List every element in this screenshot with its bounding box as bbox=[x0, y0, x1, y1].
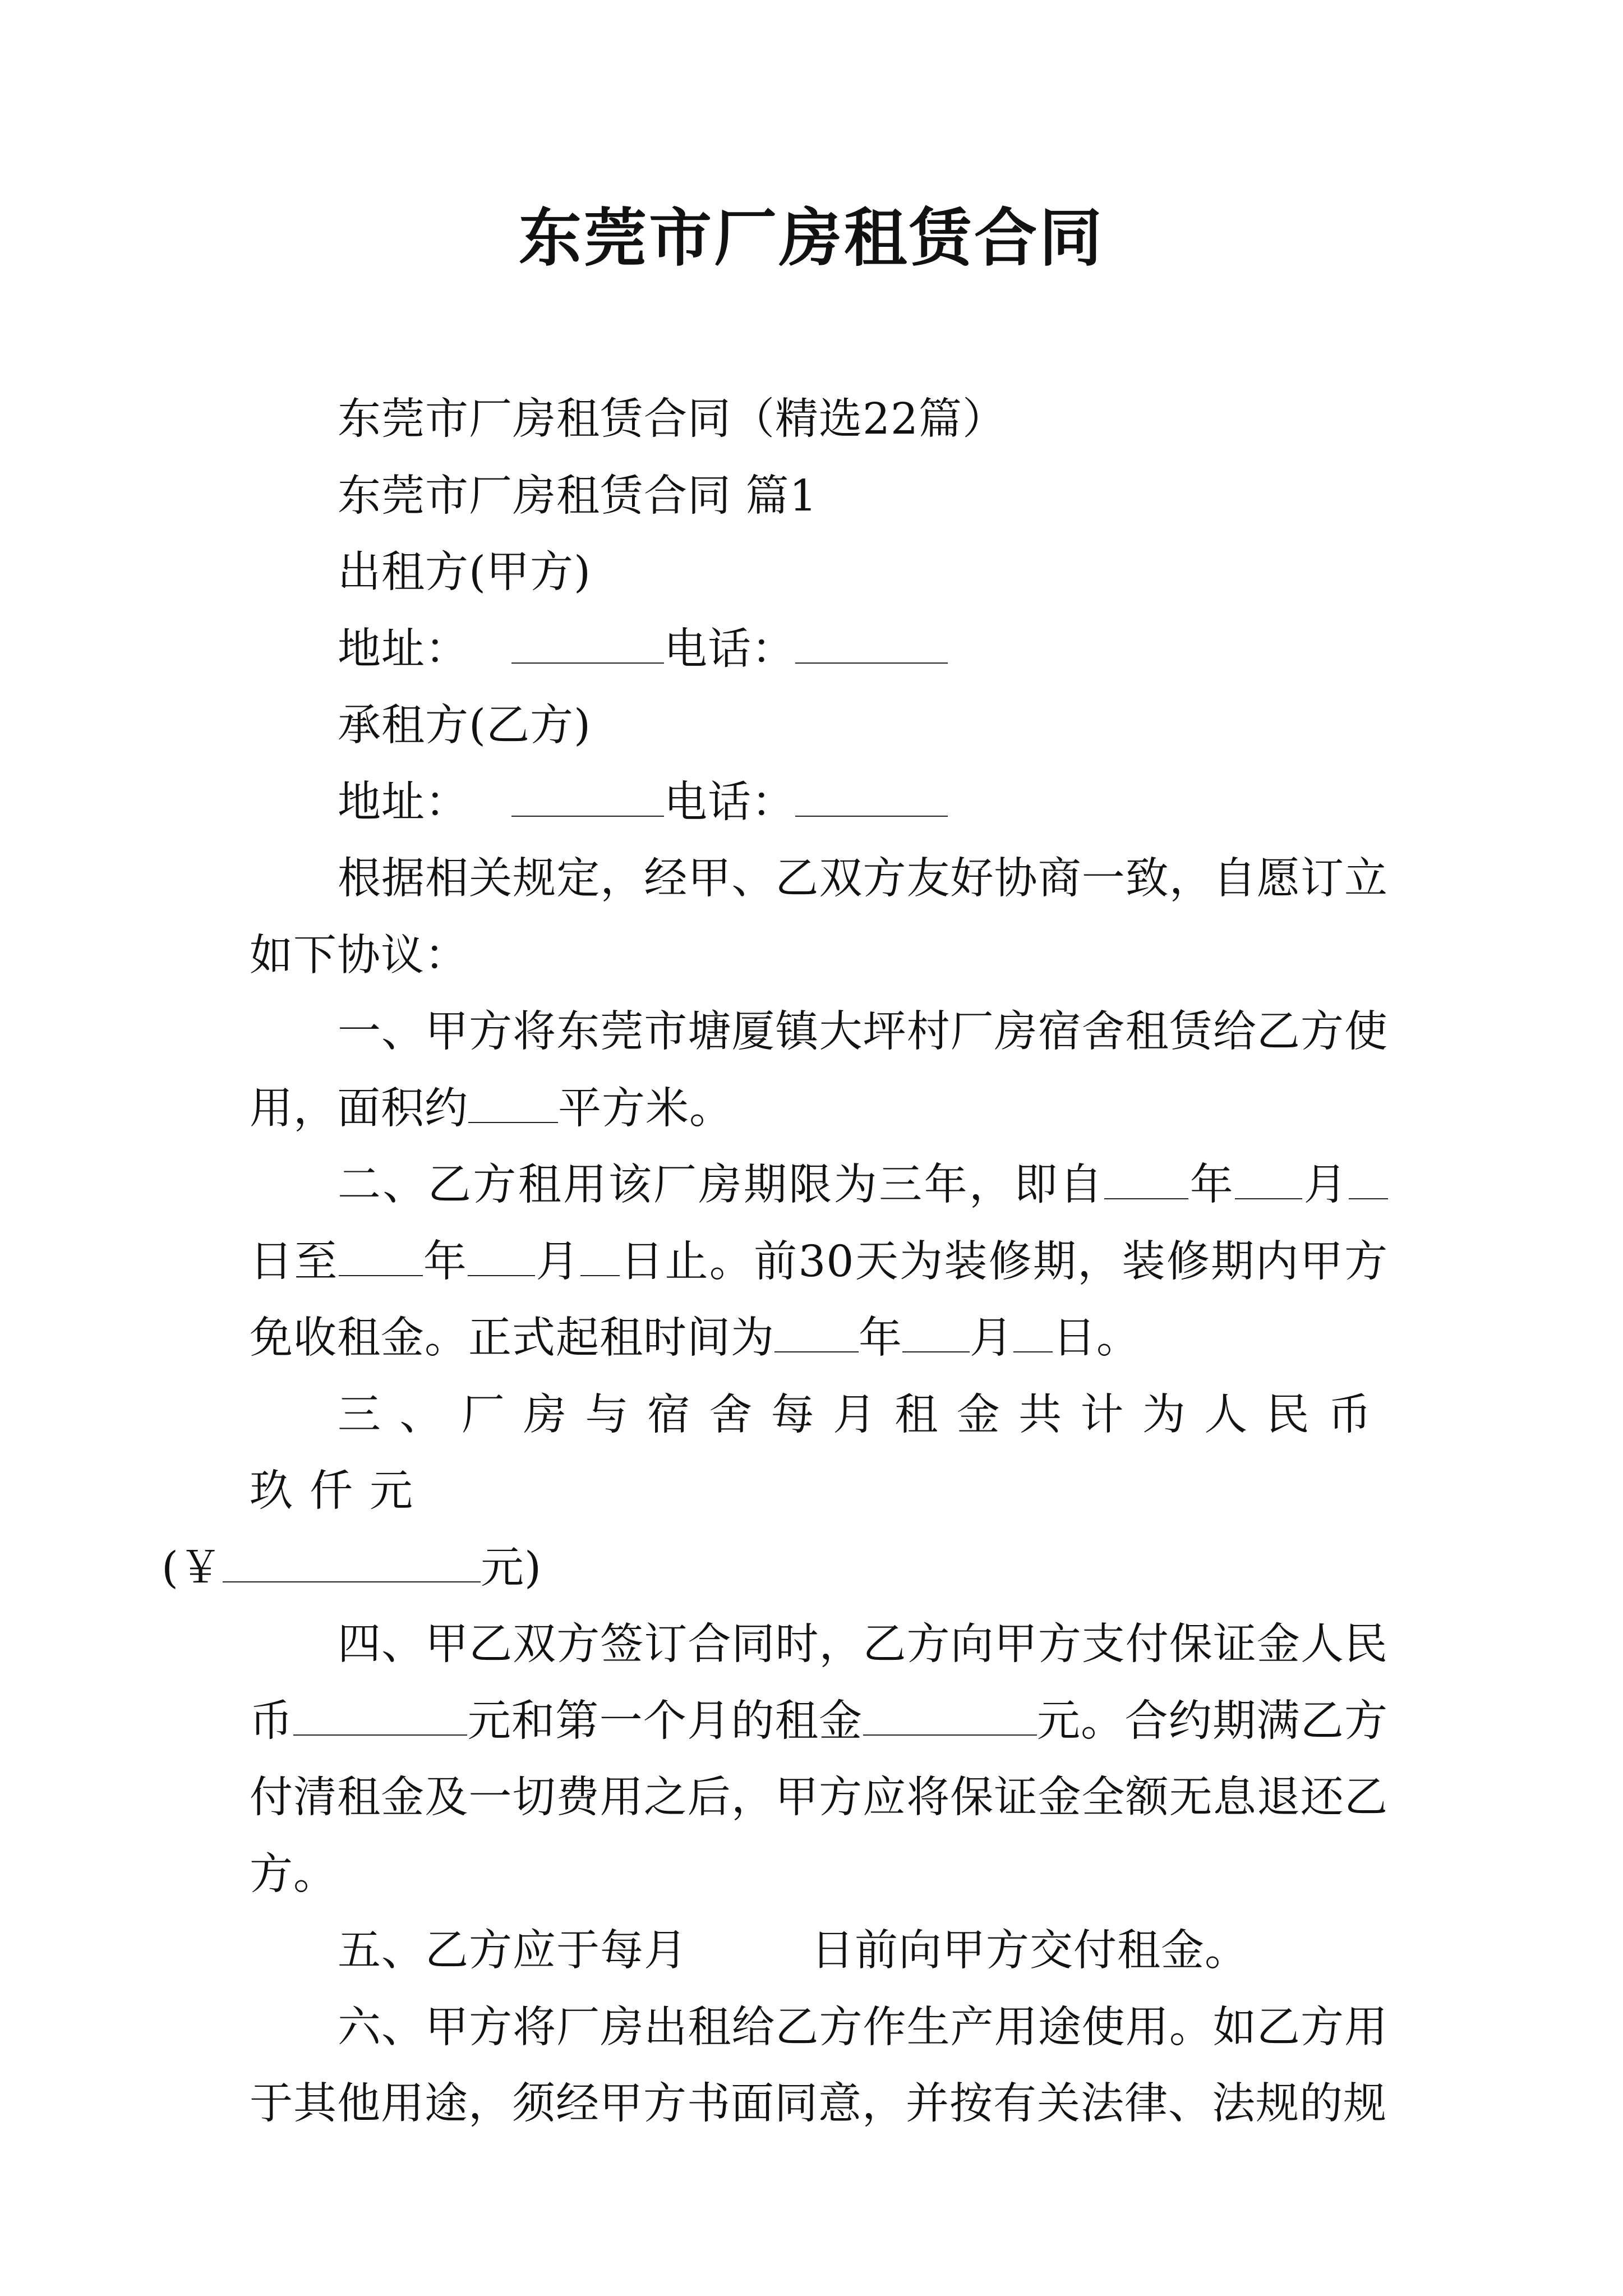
document-subtitle: 东莞市厂房租赁合同（精选22篇） bbox=[338, 394, 1006, 444]
start-year-label: 年 bbox=[1188, 1160, 1235, 1210]
clause-4 bbox=[250, 1607, 1388, 1913]
lessor-address-blank bbox=[511, 623, 664, 663]
end-month-blank bbox=[468, 1236, 535, 1276]
end-day-blank bbox=[580, 1236, 620, 1276]
clause-3-open: (￥ bbox=[162, 1543, 223, 1593]
part-heading: 东莞市厂房租赁合同 篇1 bbox=[338, 471, 818, 521]
clause-2 bbox=[250, 1147, 1388, 1377]
end-day-label: 日 bbox=[619, 1236, 665, 1287]
clause-2-text-a: 二、乙方租用该厂房期限为三年，即自 bbox=[338, 1160, 1105, 1210]
clause-5 bbox=[250, 1913, 1388, 1990]
intro-paragraph: 根据相关规定，经甲、乙双方友好协商一致，自愿订立如下协议： bbox=[250, 854, 1388, 981]
clause-1-text-b: 平方米。 bbox=[558, 1083, 733, 1134]
lessee-contact-line bbox=[250, 765, 1388, 841]
clause-3 bbox=[162, 1377, 1388, 1607]
lessor-phone-label: 电话： bbox=[664, 624, 795, 674]
rent-start-year-blank bbox=[774, 1313, 859, 1352]
rent-amount-blank bbox=[223, 1542, 481, 1582]
clause-4-text-b: 元和第一个月的租金 bbox=[467, 1696, 863, 1746]
clause-5-text-b: 日前向甲方交付租金。 bbox=[811, 1926, 1248, 1976]
rent-start-month-label: 月 bbox=[970, 1313, 1013, 1363]
clause-3-text-a: 三、厂房与宿舍每月租金共计为人民币玖仟元 bbox=[250, 1389, 1388, 1516]
rent-start-day-label: 日 bbox=[1053, 1313, 1096, 1363]
clause-1-text-a: 一、甲方将东莞市塘厦镇大坪村厂房宿舍租赁给乙方使用，面积约 bbox=[250, 1007, 1388, 1134]
clause-5-text-a: 五、乙方应于每月 bbox=[338, 1926, 688, 1976]
lessor-label: 出租方(甲方) bbox=[338, 547, 592, 597]
rent-start-month-blank bbox=[902, 1313, 970, 1352]
document-body bbox=[162, 381, 1389, 2143]
lessor-contact-line bbox=[250, 611, 1388, 688]
lessor-address-label: 地址： bbox=[338, 624, 469, 674]
clause-4-text-c: 元。合约期满乙方付清租金及一切费用之后，甲方应将保证金全额无息退还乙方。 bbox=[250, 1696, 1389, 1899]
lessee-address-blank bbox=[511, 776, 664, 816]
document-title: 东莞市厂房租赁合同 bbox=[519, 201, 1104, 275]
clause-1 bbox=[250, 994, 1388, 1147]
start-day-blank bbox=[1349, 1159, 1388, 1199]
clause-2-stop: 止。 bbox=[665, 1236, 754, 1287]
lessor-phone-blank bbox=[795, 623, 948, 663]
rent-start-day-blank bbox=[1013, 1313, 1053, 1352]
start-day-label: 日 bbox=[250, 1236, 294, 1287]
end-year-label: 年 bbox=[422, 1236, 468, 1287]
clause-2-text-b: 前30天为装修期，装修期内甲方免收租金。正式起租时间为 bbox=[250, 1236, 1389, 1363]
lessee-phone-label: 电话： bbox=[664, 777, 795, 827]
clause-6: 六、甲方将厂房出租给乙方作生产用途使用。如乙方用于其他用途，须经甲方书面同意，并按有关法律、法规的规 bbox=[250, 2002, 1388, 2129]
clause-3-close: 元) bbox=[481, 1543, 542, 1593]
start-month-label: 月 bbox=[1302, 1160, 1349, 1210]
area-blank bbox=[468, 1083, 558, 1122]
to-label: 至 bbox=[294, 1236, 339, 1287]
end-year-blank bbox=[339, 1236, 423, 1276]
clause-4-text-a: 四、甲乙双方签订合同时，乙方向甲方支付保证金人民币 bbox=[250, 1619, 1388, 1746]
end-month-label: 月 bbox=[535, 1236, 580, 1287]
clause-2-period: 。 bbox=[1096, 1313, 1140, 1363]
start-month-blank bbox=[1235, 1159, 1302, 1199]
deposit-blank bbox=[293, 1695, 467, 1735]
lessee-label: 承租方(乙方) bbox=[338, 701, 592, 751]
rent-start-year-label: 年 bbox=[859, 1313, 902, 1363]
lessee-address-label: 地址： bbox=[338, 777, 469, 827]
start-year-blank bbox=[1104, 1159, 1188, 1199]
first-month-rent-blank bbox=[863, 1695, 1037, 1735]
lessee-phone-blank bbox=[795, 776, 948, 816]
